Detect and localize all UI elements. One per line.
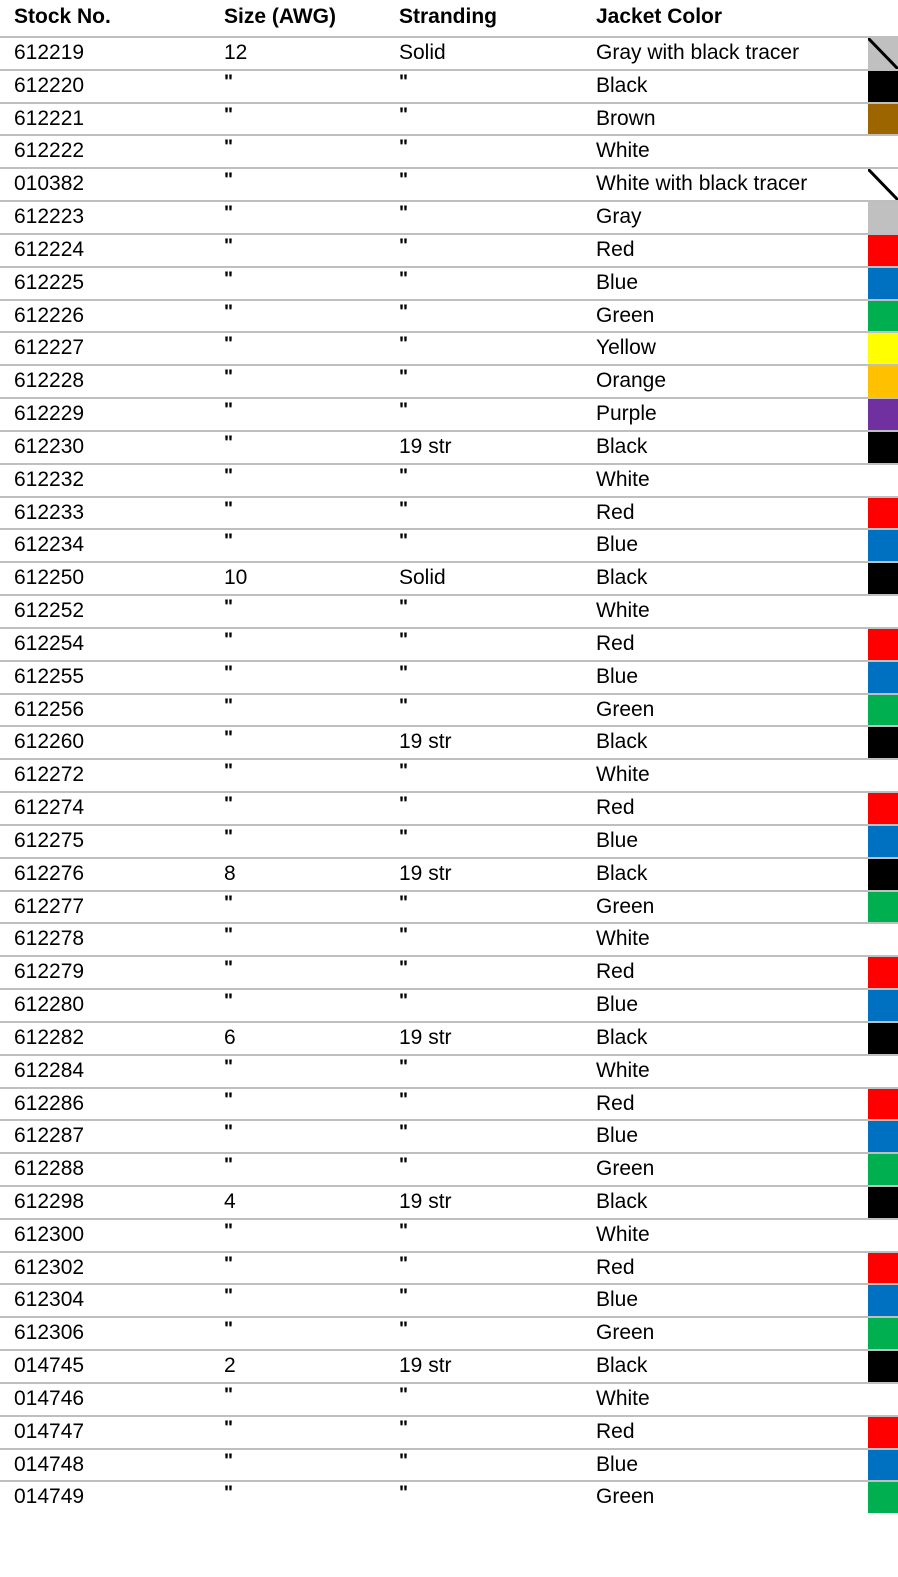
stranding-cell: " [399,531,409,553]
size-cell: " [224,728,234,750]
table-row [0,890,898,923]
stranding-cell: " [399,794,409,816]
stranding-cell: 19 str [399,861,452,885]
stock-number-cell: 612256 [14,697,85,721]
size-cell: " [224,301,234,323]
stock-number-cell: 612230 [14,434,85,458]
color-swatch [868,596,898,627]
stock-number-cell: 612220 [14,73,85,97]
stock-number-cell: 014748 [14,1452,85,1476]
color-swatch [868,760,898,791]
table-row [0,463,898,496]
color-swatch [868,366,898,397]
color-swatch [868,1482,898,1513]
jacket-color-cell: White [596,927,650,951]
size-cell: " [224,104,234,126]
table-row [0,102,898,135]
size-cell: " [224,892,234,914]
size-cell: " [224,1417,234,1439]
stranding-cell: 19 str [399,434,452,458]
size-cell: " [224,1319,234,1341]
size-cell: " [224,662,234,684]
stock-number-cell: 612288 [14,1157,85,1181]
header-size-awg: Size (AWG) [224,5,337,28]
jacket-color-cell: Black [596,1189,648,1213]
tracer-stripe-icon [868,169,898,200]
size-cell: " [224,1155,234,1177]
stock-number-cell: 612228 [14,369,85,393]
jacket-color-cell: Green [596,303,655,327]
stranding-cell: " [399,1220,409,1242]
size-cell: " [224,137,234,159]
table-row [0,36,898,69]
color-swatch [868,38,898,69]
color-swatch [868,727,898,758]
stranding-cell: " [399,301,409,323]
color-swatch [868,202,898,233]
stranding-cell: " [399,400,409,422]
jacket-color-cell: Red [596,796,635,820]
color-swatch [868,990,898,1021]
size-cell: " [224,794,234,816]
stock-number-cell: 612306 [14,1321,85,1345]
table-row [0,1119,898,1152]
jacket-color-cell: Red [596,237,635,261]
color-swatch [868,859,898,890]
table-row [0,627,898,660]
stranding-cell: " [399,892,409,914]
color-swatch [868,432,898,463]
table-row [0,561,898,594]
table-row [0,528,898,561]
stranding-cell: " [399,925,409,947]
stock-number-cell: 014749 [14,1485,85,1509]
stock-number-cell: 612229 [14,402,85,426]
jacket-color-cell: White [596,467,650,491]
size-cell: " [224,367,234,389]
stranding-cell: " [399,1155,409,1177]
stock-number-cell: 612222 [14,139,85,163]
stranding-cell: " [399,1450,409,1472]
stranding-cell: " [399,1483,409,1505]
stock-number-cell: 014746 [14,1386,85,1410]
header-jacket-color: Jacket Color [596,5,723,28]
table-row [0,955,898,988]
table-row [0,1021,898,1054]
color-swatch [868,793,898,824]
stock-number-cell: 612226 [14,303,85,327]
jacket-color-cell: Blue [596,664,639,688]
table-row [0,69,898,102]
jacket-color-cell: Black [596,1354,648,1378]
size-cell: 10 [224,566,248,590]
stranding-cell: " [399,662,409,684]
size-cell: " [224,1056,234,1078]
size-cell: " [224,334,234,356]
stock-number-cell: 014745 [14,1354,85,1378]
table-row [0,364,898,397]
stranding-cell: " [399,465,409,487]
color-swatch [868,563,898,594]
size-cell: " [224,235,234,257]
size-cell: " [224,1384,234,1406]
color-swatch [868,957,898,988]
jacket-color-cell: White [596,1222,650,1246]
jacket-color-cell: Green [596,1157,655,1181]
jacket-color-cell: White [596,763,650,787]
stock-number-cell: 612278 [14,927,85,951]
stock-number-cell: 612254 [14,631,85,655]
jacket-color-cell: Green [596,1321,655,1345]
stock-number-cell: 612304 [14,1288,85,1312]
stranding-cell: " [399,1417,409,1439]
stranding-cell: " [399,268,409,290]
stock-number-cell: 612250 [14,566,85,590]
color-swatch [868,1187,898,1218]
color-swatch [868,169,898,200]
table-row [0,1448,898,1481]
stock-number-cell: 612277 [14,894,85,918]
stranding-cell: " [399,498,409,520]
color-swatch [868,136,898,167]
stranding-cell: " [399,1122,409,1144]
table-row [0,134,898,167]
color-swatch [868,695,898,726]
jacket-color-cell: Red [596,500,635,524]
stranding-cell: " [399,958,409,980]
stock-number-cell: 612260 [14,730,85,754]
color-swatch [868,1056,898,1087]
size-cell: " [224,71,234,93]
stock-number-cell: 612287 [14,1124,85,1148]
table-row [0,1251,898,1284]
color-swatch [868,1450,898,1481]
stock-number-cell: 612223 [14,205,85,229]
jacket-color-cell: Gray with black tracer [596,41,800,64]
stock-number-cell: 612224 [14,237,85,261]
stranding-cell: Solid [399,41,446,64]
stranding-cell: " [399,761,409,783]
header-stock-no: Stock No. [14,5,111,28]
color-swatch [868,1121,898,1152]
jacket-color-cell: Blue [596,270,639,294]
size-cell: " [224,268,234,290]
size-cell: " [224,925,234,947]
color-swatch [868,1384,898,1415]
stranding-cell: " [399,1319,409,1341]
stock-number-cell: 612279 [14,960,85,984]
jacket-color-cell: Gray [596,205,642,229]
stock-number-cell: 612302 [14,1255,85,1279]
color-swatch [868,333,898,364]
size-cell: " [224,629,234,651]
stock-number-cell: 612234 [14,533,85,557]
stranding-cell: " [399,203,409,225]
stock-number-cell: 612272 [14,763,85,787]
stranding-cell: " [399,629,409,651]
stock-number-cell: 612227 [14,336,85,360]
size-cell: " [224,761,234,783]
stranding-cell: 19 str [399,730,452,754]
size-cell: " [224,1483,234,1505]
size-cell: " [224,1089,234,1111]
table-row [0,857,898,890]
stock-number-cell: 612282 [14,1025,85,1049]
color-swatch [868,301,898,332]
jacket-color-cell: Purple [596,402,657,426]
color-swatch [868,892,898,923]
jacket-color-cell: Black [596,861,648,885]
stock-number-cell: 014747 [14,1419,85,1443]
size-cell: " [224,695,234,717]
header-stranding: Stranding [399,5,497,28]
size-cell: " [224,432,234,454]
stranding-cell: Solid [399,566,446,590]
stock-number-cell: 612219 [14,41,85,64]
table-row [0,430,898,463]
color-swatch [868,71,898,102]
jacket-color-cell: Black [596,730,648,754]
size-cell: " [224,170,234,192]
stock-number-cell: 612298 [14,1189,85,1213]
jacket-color-cell: Green [596,697,655,721]
color-swatch [868,1154,898,1185]
size-cell: " [224,1122,234,1144]
size-cell: " [224,498,234,520]
stranding-cell: 19 str [399,1025,452,1049]
table-row [0,1218,898,1251]
jacket-color-cell: Blue [596,1124,639,1148]
stock-number-cell: 612286 [14,1091,85,1115]
stranding-cell: " [399,137,409,159]
color-swatch [868,465,898,496]
table-row [0,496,898,529]
color-swatch [868,924,898,955]
color-swatch [868,1318,898,1349]
color-swatch [868,1023,898,1054]
stranding-cell: " [399,170,409,192]
jacket-color-cell: Black [596,1025,648,1049]
table-row [0,693,898,726]
stranding-cell: " [399,334,409,356]
jacket-color-cell: White with black tracer [596,172,808,196]
jacket-color-cell: Red [596,1419,635,1443]
jacket-color-cell: Blue [596,533,639,557]
stock-number-cell: 612221 [14,106,85,130]
color-swatch [868,268,898,299]
table-row [0,1054,898,1087]
color-swatch [868,1253,898,1284]
stranding-cell: " [399,104,409,126]
table-row [0,299,898,332]
table-row [0,233,898,266]
size-cell: " [224,597,234,619]
wire-table-body [0,36,898,1513]
jacket-color-cell: Black [596,566,648,590]
stock-number-cell: 612275 [14,828,85,852]
color-swatch [868,498,898,529]
table-row [0,791,898,824]
size-cell: 12 [224,41,248,64]
size-cell: " [224,531,234,553]
table-row [0,922,898,955]
stock-number-cell: 612233 [14,500,85,524]
size-cell: 6 [224,1025,236,1049]
jacket-color-cell: Blue [596,1288,639,1312]
stranding-cell: " [399,367,409,389]
size-cell: 8 [224,861,236,885]
jacket-color-cell: Blue [596,828,639,852]
table-row [0,167,898,200]
size-cell: " [224,1253,234,1275]
jacket-color-cell: White [596,599,650,623]
table-row [0,1349,898,1382]
stranding-cell: " [399,1384,409,1406]
jacket-color-cell: Blue [596,1452,639,1476]
stock-number-cell: 612284 [14,1058,85,1082]
jacket-color-cell: Red [596,960,635,984]
stranding-cell: " [399,597,409,619]
table-row [0,331,898,364]
jacket-color-cell: Red [596,1091,635,1115]
stock-number-cell: 010382 [14,172,85,196]
stranding-cell: " [399,1286,409,1308]
color-swatch [868,1351,898,1382]
tracer-stripe-icon [868,38,898,69]
table-row [0,1283,898,1316]
size-cell: " [224,1286,234,1308]
color-swatch [868,235,898,266]
size-cell: 4 [224,1189,236,1213]
color-swatch [868,530,898,561]
jacket-color-cell: Yellow [596,336,656,360]
color-swatch [868,826,898,857]
table-row [0,1185,898,1218]
size-cell: 2 [224,1354,236,1378]
table-row [0,1316,898,1349]
table-row [0,758,898,791]
jacket-color-cell: White [596,1386,650,1410]
stranding-cell: " [399,1253,409,1275]
size-cell: " [224,958,234,980]
stranding-cell: " [399,826,409,848]
table-row [0,824,898,857]
color-swatch [868,1220,898,1251]
color-swatch [868,104,898,135]
stock-number-cell: 612255 [14,664,85,688]
table-row [0,594,898,627]
stock-number-cell: 612232 [14,467,85,491]
table-row [0,725,898,758]
jacket-color-cell: Red [596,1255,635,1279]
table-row [0,200,898,233]
color-swatch [868,1417,898,1448]
stock-number-cell: 612300 [14,1222,85,1246]
color-swatch [868,662,898,693]
stock-number-cell: 612225 [14,270,85,294]
size-cell: " [224,400,234,422]
jacket-color-cell: Blue [596,993,639,1017]
table-row [0,397,898,430]
table-row [0,1382,898,1415]
stock-number-cell: 612280 [14,993,85,1017]
table-row [0,1480,898,1513]
color-swatch [868,1089,898,1120]
size-cell: " [224,465,234,487]
stock-number-cell: 612252 [14,599,85,623]
color-swatch [868,629,898,660]
size-cell: " [224,203,234,225]
color-swatch [868,399,898,430]
table-row [0,1087,898,1120]
table-row [0,660,898,693]
size-cell: " [224,1450,234,1472]
size-cell: " [224,826,234,848]
table-row [0,988,898,1021]
jacket-color-cell: Orange [596,369,667,393]
stranding-cell: " [399,71,409,93]
color-swatch [868,1285,898,1316]
table-header [0,0,898,36]
size-cell: " [224,1220,234,1242]
stranding-cell: 19 str [399,1189,452,1213]
size-cell: " [224,991,234,1013]
stranding-cell: " [399,235,409,257]
jacket-color-cell: Brown [596,106,656,130]
jacket-color-cell: Black [596,434,648,458]
stranding-cell: " [399,1089,409,1111]
jacket-color-cell: Green [596,894,655,918]
stock-number-cell: 612274 [14,796,85,820]
jacket-color-cell: Green [596,1485,655,1509]
jacket-color-cell: White [596,1058,650,1082]
table-row [0,266,898,299]
stranding-cell: 19 str [399,1354,452,1378]
jacket-color-cell: White [596,139,650,163]
stranding-cell: " [399,695,409,717]
table-row [0,1415,898,1448]
stranding-cell: " [399,1056,409,1078]
jacket-color-cell: Black [596,73,648,97]
jacket-color-cell: Red [596,631,635,655]
stock-number-cell: 612276 [14,861,85,885]
table-row [0,1152,898,1185]
stranding-cell: " [399,991,409,1013]
